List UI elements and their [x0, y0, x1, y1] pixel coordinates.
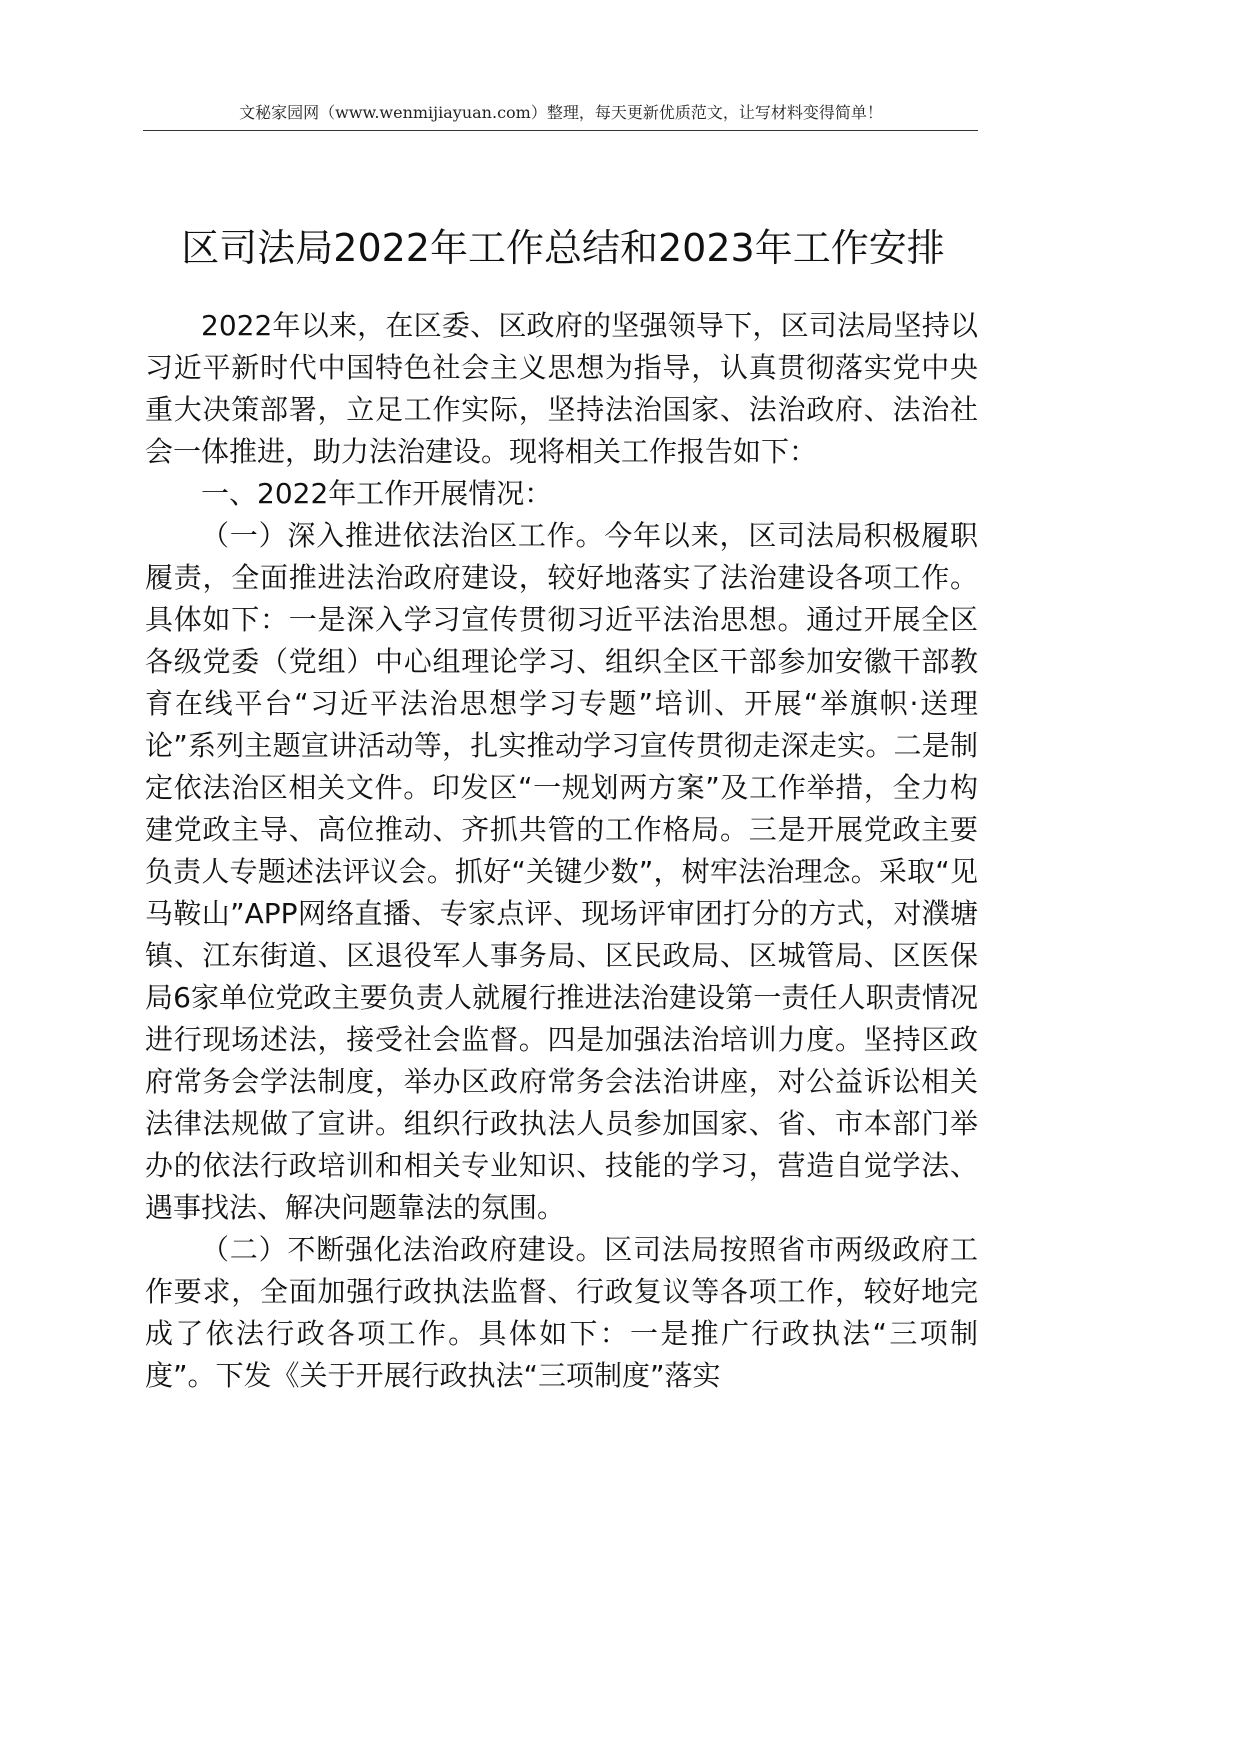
section-heading-1: 一、2022年工作开展情况： [201, 477, 553, 510]
document-body [145, 305, 978, 1397]
header-divider [143, 130, 978, 131]
paragraph-intro: 2022年以来，在区委、区政府的坚强领导下，区司法局坚持以习近平新时代中国特色社会主义思想为指导，认真贯彻落实党中央重大决策部署，立足工作实际，坚持法治国家、法治政府、法治社会一体推进，助力法治建设。现将相关工作报告如下： [145, 309, 978, 468]
page-header-text: 文秘家园网（www.wenmijiayuan.com）整理，每天更新优质范文，让写材料变得简单！ [239, 103, 883, 122]
paragraph-section-1-1: （一）深入推进依法治区工作。今年以来，区司法局积极履职履责，全面推进法治政府建设，较好地落实了法治建设各项工作。具体如下：一是深入学习宣传贯彻习近平法治思想。通过开展全区各级党委（党组）中心组理论学习、组织全区干部参加安徽干部教育在线平台“习近平法治思想学习专题”培训、开展“举旗帜·送理论”系列主题宣讲活动等，扎实推动学习宣传贯彻走深走实。二是制定依法治区相关文件。印发区“一规划两方案”及工作举措，全力构建党政主导、高位推动、齐抓共管的工作格局。三是开展党政主要负责人专题述法评议会。抓好“关键少数”，树牢法治理念。采取“见马鞍山”APP网络直播、专家点评、现场评审团打分的方式，对濮塘镇、江东街道、区退役军人事务局、区民政局、区城管局、区医保局6家单位党政主要负责人就履行推进法治建设第一责任人职责情况进行现场述法，接受社会监督。四是加强法治培训力度。坚持区政府常务会学法制度，举办区政府常务会法治讲座，对公益诉讼相关法律法规做了宣讲。组织行政执法人员参加国家、省、市本部门举办的依法行政培训和相关专业知识、技能的学习，营造自觉学法、遇事找法、解决问题靠法的氛围。 [145, 519, 978, 1224]
paragraph-section-1-2: （二）不断强化法治政府建设。区司法局按照省市两级政府工作要求，全面加强行政执法监督、行政复议等各项工作，较好地完成了依法行政各项工作。具体如下：一是推广行政执法“三项制度”。下发《关于开展行政执法“三项制度”落实 [145, 1233, 978, 1392]
document-title: 区司法局2022年工作总结和2023年工作安排 [181, 226, 945, 271]
